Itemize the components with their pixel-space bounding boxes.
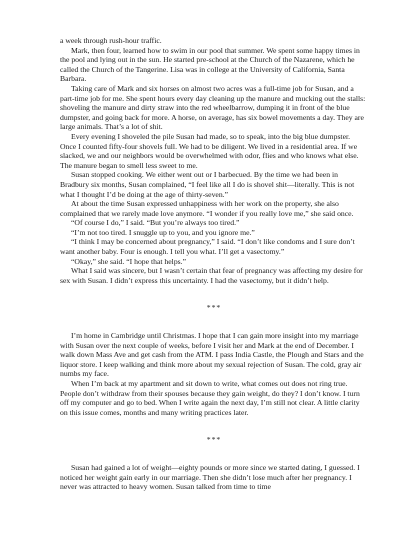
section-separator: *** xyxy=(206,435,222,445)
paragraph: “I think I may be concerned about pregnancy,” I said. “I don’t like condoms and I sure don’t want another baby. Four is enough. I tell you what. I’ll get a vasectomy.” xyxy=(60,237,355,257)
paragraph: Susan stopped cooking. We either went out or I barbecued. By the time we had been in Bradbury six months, Susan complained, “I feel like all I do is shovel shit—literally. This is not what I thought I’d be doing at the age of thirty-seven.” xyxy=(60,170,355,199)
paragraph: Every evening I shoveled the pile Susan had made, so to speak, into the big blue dumpster. Once I counted fifty-four shovels full. We had to be diligent. We lived in a residential area. If we slacked, we and our neighbors would be overwhelmed with odor, flies and who knows what else. The manure began to smell less sweet to me. xyxy=(60,131,359,170)
paragraph: At about the time Susan expressed unhappiness with her work on the property, she also complained that we rarely made love anymore. “I wonder if you really love me,” she said once. xyxy=(60,199,354,218)
section-2 xyxy=(60,331,368,417)
paragraph: I’m home in Cambridge until Christmas. I hope that I can gain more insight into my marriage with Susan over the next couple of weeks, before I visit her and Mark at the end of December. I walk down Mass Ave and get cash from the ATM. I pass India Castle, the Plough and Stars and the liquor store. I keep walking and think more about my sexual rejection of Susan. The cold, gray air numbs my face. xyxy=(60,331,364,379)
paragraph: What I said was sincere, but I wasn’t certain that fear of pregnancy was affecting my desire for sex with Susan. I didn’t express this uncertainty. I had the vasectomy, but it didn’t help. xyxy=(60,266,363,285)
section-separator: *** xyxy=(206,303,222,313)
paragraph: “I’m not too tired. I snuggle up to you, and you ignore me.” xyxy=(71,227,255,237)
paragraph: “Okay,” she said. “I hope that helps.” xyxy=(71,256,186,266)
paragraph: “Of course I do,” I said. “But you’re always too tired.” xyxy=(71,218,240,228)
document-page xyxy=(60,36,368,492)
paragraph: Susan had gained a lot of weight—eighty pounds or more since we started dating, I guessed. I noticed her weight gain early in our marriage. Then she didn’t lose much after her pregnancy. I never was attracted to heavy women. Susan talked from time to time xyxy=(60,462,360,492)
section-3 xyxy=(60,463,368,492)
paragraph: Taking care of Mark and six horses on almost two acres was a full-time job for Susan, and a part-time job for me. She spent hours every day cleaning up the manure and mucking out the stalls: shoveling the manure and dirty straw into the red wheelbarrow, dumping it in front of the blue dumpster, and going back for more. A horse, on average, has six bowel movements a day. They are large animals. That’s a lot of shit. xyxy=(60,83,366,132)
paragraph: a week through rush-hour traffic. xyxy=(60,36,162,45)
paragraph: Mark, then four, learned how to swim in our pool that summer. We spent some happy times in the pool and lying out in the sun. He started pre-school at the Church of the Nazarene, which he called the Church of the Tangerine. Lisa was in college at the University of California, Santa Barbara. xyxy=(60,45,360,84)
paragraph: When I’m back at my apartment and sit down to write, what comes out does not ring true. People don’t withdraw from their spouses because they gain weight, do they? I don’t know. I turn off my computer and go to bed. When I write again the next day, I’m still not clear. A little clarity on this issue comes, months and many writing practices later. xyxy=(60,379,360,417)
section-1 xyxy=(60,36,368,285)
